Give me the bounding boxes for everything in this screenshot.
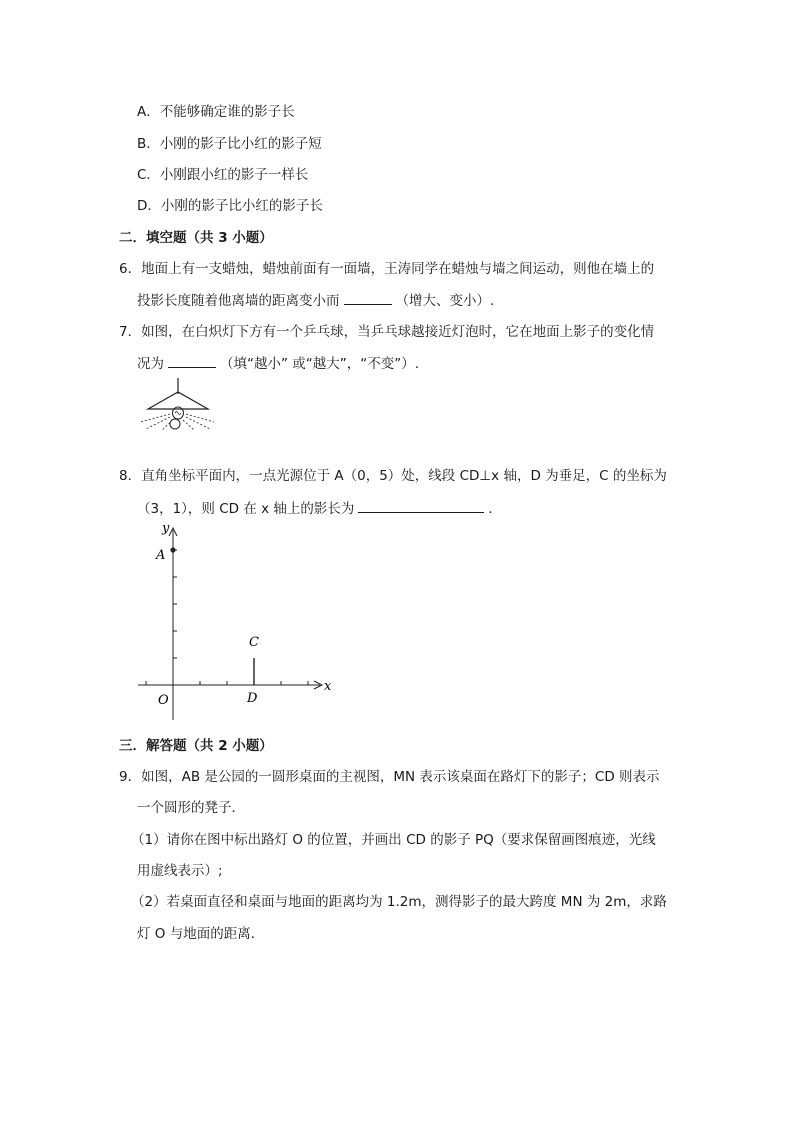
q9-line2: 一个圆形的凳子． [137, 800, 245, 816]
section-2-title: 二．填空题（共 3 小题） [119, 230, 273, 246]
choice-a: A．不能够确定谁的影子长 [137, 104, 295, 120]
q6-line2 [137, 290, 494, 311]
q7-line2-before: 况为 [137, 356, 164, 372]
q6-line2-after: （增大、变小）. [395, 293, 495, 309]
point-a [170, 547, 175, 552]
q6-line1: 6．地面上有一支蜡烛，蜡烛前面有一面墙，王涛同学在蜡烛与墙之间运动，则他在墙上的 [119, 261, 655, 277]
axes [138, 528, 322, 720]
q8-line2-before: （3，1），则 CD 在 x 轴上的影长为 [137, 501, 355, 517]
q9-part2-line1: （2）若桌面直径和桌面与地面的距离均为 1.2m，测得影子的最大跨度 MN 为 2m，求路 [131, 894, 667, 910]
point-c-label: C [249, 635, 259, 650]
q8-line1: 8．直角坐标平面内，一点光源位于 A（0，5）处，线段 CD⊥x 轴，D 为垂足，C 的坐标为 [119, 468, 667, 484]
q6-line2-before: 投影长度随着他离墙的距离变小而 [137, 293, 340, 309]
q7-line1: 7．如图，在白炽灯下方有一个乒乓球，当乒乓球越接近灯泡时，它在地面上影子的变化情 [119, 324, 655, 340]
q7-line2 [137, 353, 419, 374]
q8-line2 [137, 498, 502, 519]
axis-ticks [146, 550, 308, 685]
q7-line2-after: （填“越小” 或“越大”，“不变”）. [220, 356, 420, 372]
point-d-label: D [247, 691, 258, 706]
q9-part2-line2: 灯 O 与地面的距离． [137, 926, 265, 942]
choice-c: C．小刚跟小红的影子一样长 [137, 167, 309, 183]
ping-pong-ball [170, 419, 180, 429]
section-3-title: 三．解答题（共 2 小题） [119, 738, 273, 754]
lamp-figure [136, 378, 218, 430]
q8-answer-blank[interactable] [358, 498, 484, 513]
x-axis-label: x [324, 679, 332, 694]
origin-label: O [158, 693, 169, 708]
q8-line2-after: ． [488, 501, 502, 517]
y-axis-label: y [162, 521, 170, 536]
choice-d: D．小刚的影子比小红的影子长 [137, 198, 323, 214]
bulb-filament [175, 412, 181, 415]
q9-part1-line1: （1）请你在图中标出路灯 O 的位置，并画出 CD 的影子 PQ（要求保留画图痕迹，光线 [131, 832, 656, 848]
q6-answer-blank[interactable] [344, 290, 392, 305]
choice-b: B．小刚的影子比小红的影子短 [137, 136, 322, 152]
coordinate-graph [130, 520, 340, 725]
lamp-shade [148, 392, 208, 409]
point-a-label: A [156, 548, 166, 563]
q9-line1: 9．如图，AB 是公园的一圆形桌面的主视图，MN 表示该桌面在路灯下的影子；CD 则表示 [119, 769, 660, 785]
q9-part1-line2: 用虚线表示）; [137, 863, 223, 879]
q7-answer-blank[interactable] [168, 353, 216, 368]
